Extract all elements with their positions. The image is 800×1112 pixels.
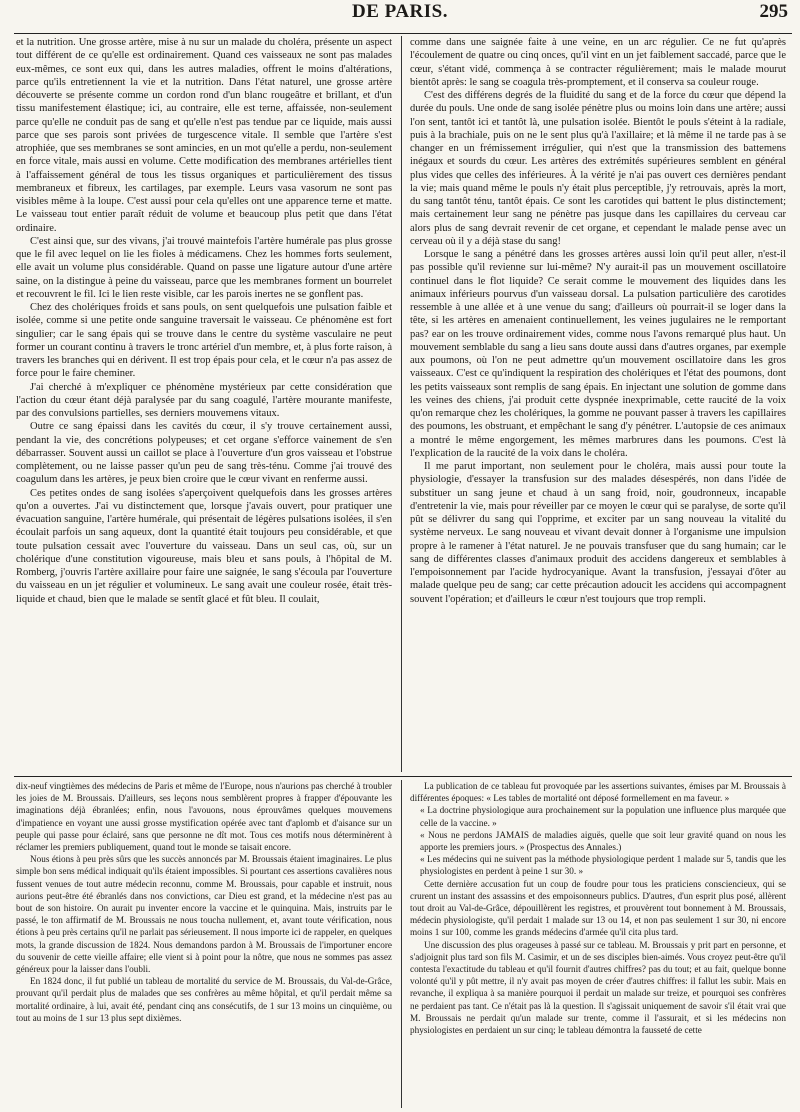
quotation: « Nous ne perdons JAMAIS de maladies aiguës, quelle que soit leur gravité quand on nous les apporte les premiers jours. » (Prospectus des Annales.) <box>420 829 786 853</box>
upper-left-column <box>16 36 392 772</box>
quotation: « La doctrine physiologique aura prochainement sur la population une influence plus marquée que celle de la vaccine. » <box>420 805 786 828</box>
page-header <box>0 0 800 32</box>
page-number: 295 <box>759 1 788 22</box>
section-rule <box>14 776 792 777</box>
paragraph: C'est des différens degrés de la fluidité du sang et de la force du cœur que dépend la durée du pouls. Une onde de sang isolée pénètre plus ou moins loin dans une artère; aussi l'on sent, tantôt ici et tantôt là, une pulsation isolée. Bientôt le pouls s'éteint à la radiale, puis à la brachiale, puis on ne le sent plus qu'à l'axillaire; et là même il ne tarde pas à se changer en un frémissement irrégulier, qui n'est que la transmission des battemens inégaux et sourds du cœur. Les artères des extrémités supérieures semblent en général plus vides que celles des inférieures. À la vérité je n'ai pas ouvert ces dernières pendant la vie; mais quand même le pouls n'y était plus perceptible, j'y retrouvais, après la mort, du sang tantôt ténu, tantôt épais. Ce sont les carotides qui battent le plus distinctement; mais certainement leur sang ne pénètre pas jusque dans les capillaires du cerveau car alors plus de sang devrait revenir de cet organe, et cependant le malade pense avec un cerveau où il y a déjà stase du sang! <box>410 90 786 247</box>
header-rule <box>14 33 792 34</box>
paragraph: et la nutrition. Une grosse artère, mise à nu sur un malade du choléra, présente un aspect tout différent de ce qu'elle est ordinairement. Quand ces vaisseaux ne sont pas malades eux-mêmes, ce sont eux qui, dans les autres maladies, offrent le moins d'altérations, parce qu'ils entretiennent la vie et la nutrition. Dans l'état naturel, une grosse artère découverte se présente comme un cordon rond d'un blanc rougeâtre et brillant, et d'un tissu manifestement élastique; ici, au contraire, elle est terne, affaissée, non-seulement parce qu'elle ne conduit pas de sang et qu'elle n'est pas tendue par ce liquide, mais aussi parce que ses parois sont privées de turgescence vitale. Il semble que l'artère s'est atrophiée, que ses membranes se sont amincies, en un mot qu'elle a perdu, non-seulement en force vitale, mais aussi en volume. Cette modification des membranes artérielles tient à l'affaissement général de tous les tissus organiques et particulièrement des tissus membraneux et fibreux, les cartilages, par exemple. Leurs vasa vasorum ne sont pas visibles même à la loupe. C'est aussi pour cela qu'elles ont une apparence terne et matte. Le vaisseau tout entier paraît réduit de volume et beaucoup plus petit que dans l'état ordinaire. <box>16 37 392 234</box>
paragraph: Lorsque le sang a pénétré dans les grosses artères aussi loin qu'il peut aller, n'est-il pas possible qu'il revienne sur lui-même? N'y aurait-il pas un mouvement oscillatoire continuel dans le flot liquide? Ce serait comme le mouvement des liquides dans les animaux inférieurs pourvus d'un vaisseau dorsal. La pulsation particulière des carotides ressemble à une allée et à une venue du sang; d'ailleurs où pourrait-il se loger dans la tête, si les artères en amenaient continuellement, les veines jugulaires ne le remportant pas? ear on les trouve ordinairement vides, comme nous l'avons remarqué plus haut. Un mouvement semblable du sang a lieu sans doute aussi dans d'autres organes, par exemple aux poumons, où l'on ne peut admettre qu'un mouvement oscillatoire dans les gros vaisseaux. C'est ce qu'indiquent la respiration des cholériques et l'état des poumons, dont les petits vaisseaux sont remplis de sang épais. En injectant une solution de gomme dans les veines des chiens, j'ai produit cette dyspnée inexprimable, cette raucité de la voix qu'on remarque chez les cholériques, la gomme ne pouvant passer à travers les capillaires des poumons, les obstruant, et empêchant le sang d'y pénétrer. L'autopsie de ces animaux a montré le même engorgement, les mêmes marbrures dans les poumons. C'est là l'explication de la raucité de la voix dans le choléra. <box>410 249 786 459</box>
paragraph: J'ai cherché à m'expliquer ce phénomène mystérieux par cette considération que l'action du cœur étant déjà paralysée par du sang coagulé, l'artère mourante manifeste, par des convulsions partielles, ses derniers mouvemens vitaux. <box>16 381 392 419</box>
column-divider <box>401 36 402 772</box>
upper-right-column <box>410 36 786 772</box>
column-divider <box>401 780 402 1108</box>
paragraph: dix-neuf vingtièmes des médecins de Paris et même de l'Europe, nous n'aurions pas cherché à troubler les joies de M. Broussais. D'ailleurs, ses leçons nous semblèrent propres à frapper d'épouvante les imaginations déjà ébranlées; enfin, nous l'avouons, nous éprouvâmes quelques mouvemens d'impatience en voyant une aussi grosse mystification opérée avec tant d'aplomb et d'aisance sur un peuple qui passe pour éclairé, sans que personne ne dît mot. Tous ces motifs nous déterminèrent à réclamer les premiers publiquement, quand tout le monde se taisait encore. <box>16 781 392 853</box>
paragraph: En 1824 donc, il fut publié un tableau de mortalité du service de M. Broussais, du Val-de-Grâce, prouvant qu'il perdait plus de malades que ses confrères au même hôpital, et qu'il perdait même sa mortalité ordinaire, à lui, avait été, pendant cinq ans consécutifs, de 1 sur 13 moins un cinquième, ou tout au moins de 1 sur 13 plus sept dixièmes. <box>16 976 392 1023</box>
lower-right-column <box>410 780 786 1108</box>
paragraph: Une discussion des plus orageuses à passé sur ce tableau. M. Broussais y prit part en personne, et s'adjoignit plus tard son fils M. Casimir, et un de ses disciples bien-aimés. Vous croyez peut-être qu'il contesta l'exactitude du tableau et qu'il fournit d'autres chiffres? pas du tout; et au fait, quelque bonne volonté qu'il y pût mettre, il n'y avait pas moyen de créer d'autres chiffres: il fallut les subir. Mais en revanche, il expliqua à sa manière pourquoi il perdait un malade sur treize, et pourquoi ses confrères ne perdaient pas tant. Ce n'était pas là la question. Il s'agissait uniquement de savoir s'il était vrai que M. Broussais ne perdait qu'un malade sur trente, comme il l'assurait, et si les médecins non physiologistes en perdaient un sur cinq; le tableau démontra la fausseté de cette <box>410 939 786 1036</box>
paragraph: Cette dernière accusation fut un coup de foudre pour tous les praticiens consciencieux, qui se crurent un instant des assassins et des empoisonneurs publics. D'autres, d'un esprit plus posé, allèrent tout droit au Val-de-Grâce, dépouillèrent les registres, et prouvèrent tout bonnement à M. Broussais, médecin physiologiste, qu'il perdait 1 malade sur 13 ou 14, et non pas seulement 1 sur 30, ni encore moins 1 sur 100, comme les grands médecins d'armée qu'il cita plus tard. <box>410 878 786 938</box>
paragraph: Il me parut important, non seulement pour le choléra, mais aussi pour toute la physiologie, d'essayer la transfusion sur des malades désespérés, non dans l'idée de substituer un sang jeune et chaud à un sang froid, noir, goudronneux, incapable d'entretenir la vie, mais pour réveiller par ce moyen le cœur qui se paralyse, de sorte qu'il pût se délivrer du sang qui l'opprime, et exciter par un sang nouveau la vitalité du système nerveux. Le sang nouveau et vivant devait donner à l'organisme une impulsion propre à le ramener à l'état naturel. Je ne pouvais transfuser que du sang humain; car le sang de différentes classes d'animaux produit des accidens dangereux et semblables à l'empoisonnement par l'acide hydrocyanique. Avant la transfusion, j'essayai d'ôter au malade quelque peu de sang; car cette précaution adoucit les accidens qui accompagnent souvent l'opération; et d'ailleurs le cœur n'est toujours que trop rempli. <box>410 461 786 605</box>
paragraph: Chez des cholériques froids et sans pouls, on sent quelquefois une pulsation faible et isolée, comme si une petite onde sanguine traversait le vaisseau. Ce phénomène est fort singulier; car le sang épais qui se trouve dans le centre du système vasculaire ne peut former un courant continu à travers le tronc artériel d'un membre, et, à plus forte raison, à travers les branches qui en dérivent. Il est trop épais pour cela, et le cœur n'a pas assez de force pour le faire cheminer. <box>16 302 392 380</box>
paragraph: Nous étions à peu près sûrs que les succès annoncés par M. Broussais étaient imaginaires. Le plus simple bon sens médical indiquait qu'ils étaient impossibles. Si pourtant ces assertions cavalières nous fussent venues de tout autre médecin reconnu, comme M. Broussais, pour capable et instruit, nous aurions peut-être été ébranlés dans nos convictions, car Dieu est grand, et la médecine n'est pas au bout de son histoire. On aurait pu inventer encore la vaccine et le quinquina. Mais, instruits par le passé, le ton affirmatif de M. Broussais ne nous toucha nullement, et, avant toute vérification, nous étions à peu près certains qu'il ne parlait pas sérieusement. Il nous importe ici de rappeler, en quelques mots, la grande discussion de 1824. Nous demandons pardon à M. Broussais de l'importuner encore du souvenir de cette vieille affaire; elle vient si à point pour la nôtre, que nous ne sommes pas assez généreux pour la laisser dans l'oubli. <box>16 854 392 975</box>
paragraph: comme dans une saignée faite à une veine, en un arc régulier. Ce ne fut qu'après l'écoulement de quatre ou cinq onces, qu'il vint en un jet faiblement saccadé, parce que le cœur, s'étant vidé, commença à se contracter régulièrement; mais le malade mourut bientôt après: le sang se coagula très-promptement, et il conserva sa couleur rouge. <box>410 37 786 88</box>
paragraph: C'est ainsi que, sur des vivans, j'ai trouvé maintefois l'artère humérale pas plus grosse que le fil avec lequel on lie les fioles à médicamens. Chez les hommes forts seulement, elle avait un volume plus considérable. Quand on passe une ligature autour d'une artère saine, on la distingue à peine du vaisseau, parce que les membranes forment un bourrelet et recouvrent le fil. Ici le lien reste visible, car les parois inertes ne se gonflent pas. <box>16 235 392 300</box>
running-title: DE PARIS. <box>352 1 448 22</box>
quotation: « Les médecins qui ne suivent pas la méthode physiologique perdent 1 malade sur 5, tandis que les physiologistes en perdent à peine 1 sur 30. » <box>420 854 786 877</box>
paragraph: Ces petites ondes de sang isolées s'aperçoivent quelquefois dans les grosses artères qu'on a ouvertes. J'ai vu distinctement que, lorsque j'avais ouvert, pour pratiquer une évacuation sanguine, l'artère humérale, qui présentait de légères pulsations isolées, il s'en écoulait parfois un sang aqueux, dont la quantité était toujours peu considérable, et que toute pulsation cessait avec l'ouverture du vaisseau. Dans un seul cas, où, sur un cholérique d'une constitution vigoureuse, mais bleu et sans pouls, à l'hôpital de M. Romberg, j'ouvris l'artère axillaire pour faire une saignée, le sang s'écoula par l'ouverture du vaisseau en un jet régulier et volumineux. Le sang avait une couleur rosée, était très-liquide et chaud, bien que le malade se sentît glacé et fût bleu. Il coulait, <box>16 487 392 605</box>
lower-left-column <box>16 780 392 1108</box>
paragraph: La publication de ce tableau fut provoquée par les assertions suivantes, émises par M. Broussais à différentes époques: « Les tables de mortalité ont déposé formellement en ma faveur. » <box>410 781 786 804</box>
paragraph: Outre ce sang épaissi dans les cavités du cœur, il s'y trouve certainement aussi, pendant la vie, des concrétions polypeuses; et cet organe s'efforce vainement de s'en débarrasser. Souvent aussi un caillot se place à l'ouverture d'un gros vaisseau et l'obstrue complètement, ou ne laisse passer qu'un peu de sang très-ténu. Comme j'ai trouvé des coagulum dans les artères, je peux bien croire que le cœur vivant en renferme aussi. <box>16 421 392 486</box>
